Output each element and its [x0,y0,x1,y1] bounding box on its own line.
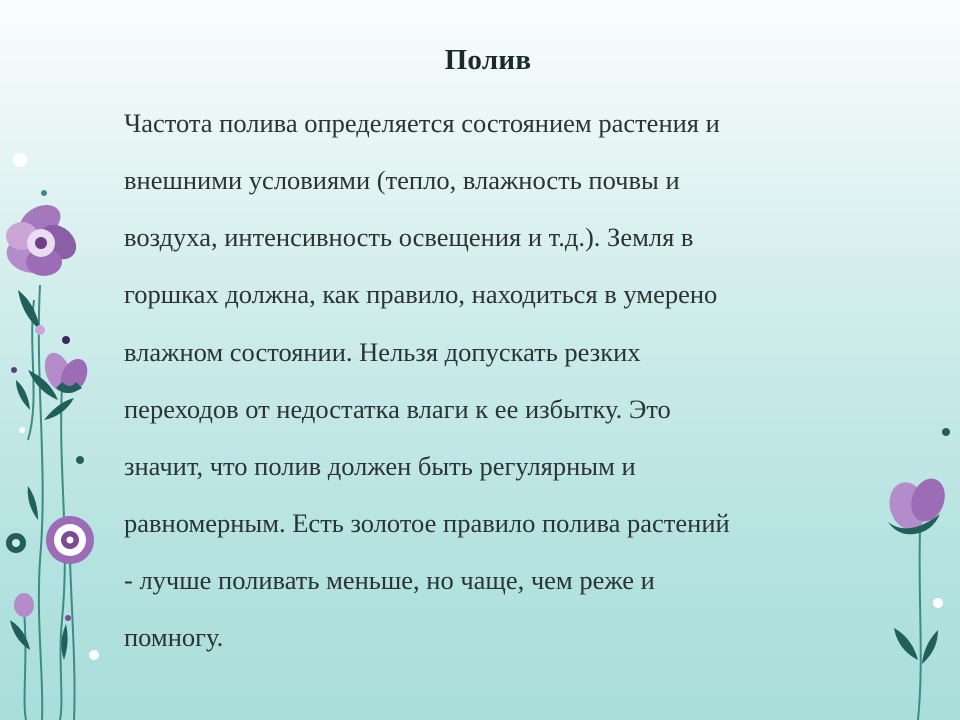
small-blooms-left [6,153,99,660]
paragraph-line: горшках должна, как правило, находиться в умерено [124,279,718,309]
flower-right [884,428,950,720]
paragraph-line: влажном состоянии. Нельзя допускать резких [124,337,641,367]
left-stems [24,285,75,720]
flower-mid-left [40,349,93,397]
paragraph-line: значит, что полив должен быть регулярным и [124,451,636,481]
paragraph-line: переходов от недостатка влаги к ее избытку. Это [124,394,671,424]
paragraph-line: воздуха, интенсивность освещения и т.д.). Земля в [124,222,694,252]
slide-title: Полив [444,44,532,76]
paragraph-line: равномерным. Есть золотое правило полива растений [124,508,730,538]
paragraph-line: внешними условиями (тепло, влажность почвы и [124,165,680,195]
left-leaves [10,290,74,660]
flower-ring-left [46,516,94,564]
paragraph-line: помногу. [124,622,224,652]
flower-large-left [2,198,83,279]
paragraph-line: Частота полива определяется состоянием растения и [124,108,720,138]
paragraph-line: - лучше поливать меньше, но чаще, чем реже и [124,565,655,595]
